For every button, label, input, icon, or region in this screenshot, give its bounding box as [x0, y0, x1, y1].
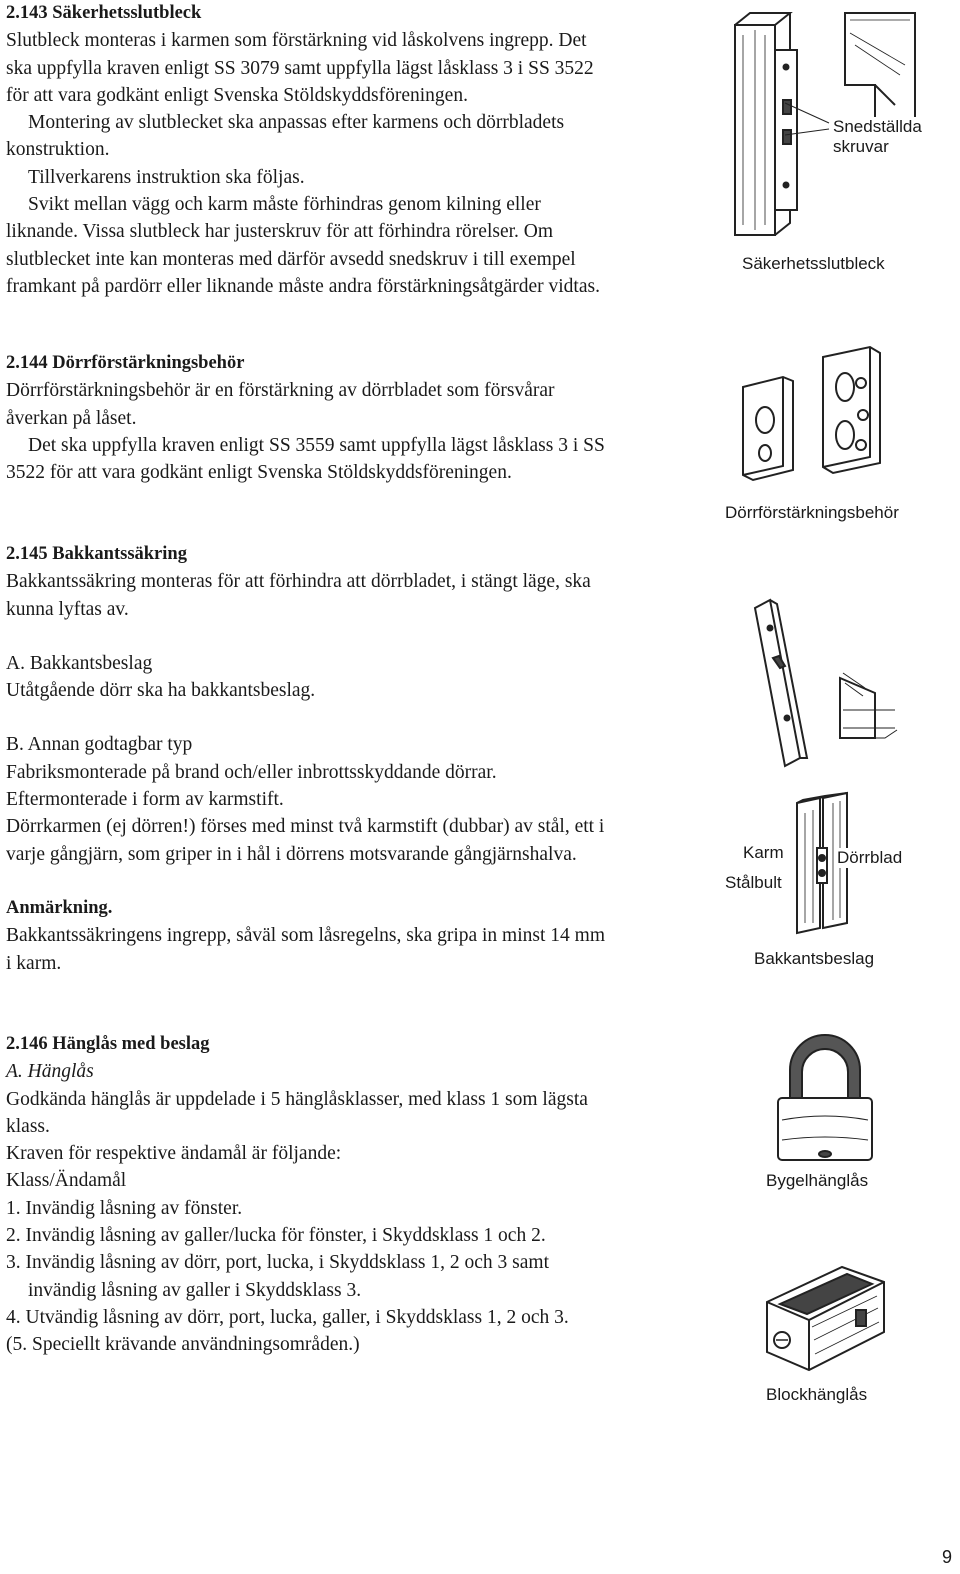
hinge-bolt-figure [725, 598, 905, 938]
paragraph: Eftermonterade i form av karmstift. [6, 789, 284, 811]
paragraph: Svikt mellan vägg och karm måste förhindras genom kilning eller liknande. Vissa slutbleck har justerskruv för att förhindra rörelser. Om slutblecket inte kan monteras med därför avsedd snedskruv i till exempel framkant på pardörr eller liknande måste andra förstärkningsåtgärder vidtas. [6, 194, 600, 297]
strike-plate-figure [725, 5, 935, 240]
door-reinforcement-drawing [735, 345, 910, 490]
paragraph: Dörrkarmen (ej dörren!) förses med minst två karmstift (dubbar) av stål, ett i varje gångjärn, som griper in i hål i dörrens motsvarande gångjärnshalva. [6, 816, 605, 865]
section-heading: 2.146 Hänglås med beslag [6, 1034, 210, 1054]
subheading: A. Hänglås [6, 1061, 94, 1083]
paragraph: Fabriksmonterade på brand och/eller inbrottsskyddande dörrar. [6, 761, 497, 783]
subheading: B. Annan godtagbar typ [6, 734, 193, 756]
list-item: 4. Utvändig låsning av dörr, port, lucka, galler, i Skyddsklass 1, 2 och 3. [6, 1306, 569, 1328]
section-2-143 [6, 0, 606, 300]
list-item: 3. Invändig låsning av dörr, port, lucka, i Skyddsklass 1, 2 och 3 samt invändig låsning av galler i Skyddsklass 3. [6, 1252, 549, 1301]
caption-strike-plate: Säkerhetsslutbleck [742, 254, 885, 273]
page-number: 9 [941, 1547, 952, 1567]
block-padlock-drawing [752, 1262, 897, 1382]
paragraph: Dörrförstärkningsbehör är en förstärkning av dörrbladet som försvårar åverkan på låset. [6, 380, 555, 429]
label-steel-bolt: Stålbult [725, 873, 782, 892]
paragraph: Tillverkarens instruktion ska följas. [28, 166, 305, 188]
label-line: skruvar [833, 137, 889, 156]
subheading: A. Bakkantsbeslag [6, 652, 153, 674]
caption-door-reinforcement: Dörrförstärkningsbehör [725, 503, 899, 522]
caption-shackle-padlock: Bygelhänglås [766, 1171, 869, 1190]
label-angled-screws [833, 117, 922, 157]
caption-hinge-bolt: Bakkantsbeslag [754, 949, 875, 968]
caption-block-padlock: Blockhänglås [766, 1385, 868, 1404]
list-item: 2. Invändig låsning av galler/lucka för fönster, i Skyddsklass 1 och 2. [6, 1225, 546, 1247]
paragraph: Bakkantssäkringens ingrepp, såväl som låsregelns, ska gripa in minst 14 mm i karm. [6, 925, 605, 974]
label-door-leaf: Dörrblad [837, 848, 903, 867]
shackle-padlock-drawing [770, 1030, 880, 1165]
paragraph: Det ska uppfylla kraven enligt SS 3559 samt uppfylla lägst låsklass 3 i SS 3522 för att vara godkänt enligt Svenska Stöldskyddsföreningen. [6, 434, 605, 484]
label-frame: Karm [743, 843, 784, 862]
paragraph: Kraven för respektive ändamål är följande: [6, 1143, 342, 1165]
section-heading: 2.144 Dörrförstärkningsbehör [6, 353, 245, 373]
paragraph: Montering av slutblecket ska anpassas efter karmens och dörrbladets konstruktion. [6, 112, 565, 161]
door-reinforcement-figure [735, 345, 910, 490]
section-2-144 [6, 350, 606, 486]
section-2-145 [6, 541, 606, 977]
label-line: Snedställda [833, 117, 922, 136]
paragraph: Klass/Ändamål [6, 1170, 127, 1192]
paragraph: Utåtgående dörr ska ha bakkantsbeslag. [6, 680, 316, 702]
paragraph: Slutbleck monteras i karmen som förstärkning vid låskolvens ingrepp. Det ska uppfylla kraven enligt SS 3079 samt uppfylla lägst låsklass 3 i SS 3522 för att vara godkänt enligt Svenska Stöldskyddsföreningen. [6, 30, 594, 106]
shackle-padlock-figure [770, 1030, 880, 1165]
section-2-146 [6, 1031, 606, 1359]
section-heading: 2.145 Bakkantssäkring [6, 544, 187, 564]
section-heading: 2.143 Säkerhetsslutbleck [6, 3, 202, 23]
list-item: (5. Speciellt krävande användningsområden.) [6, 1334, 360, 1356]
paragraph: Godkända hänglås är uppdelade i 5 hänglåsklasser, med klass 1 som lägsta klass. [6, 1088, 588, 1137]
paragraph: Bakkantssäkring monteras för att förhindra att dörrbladet, i stängt läge, ska kunna lyftas av. [6, 571, 591, 620]
note-heading: Anmärkning. [6, 897, 113, 918]
list-item: 1. Invändig låsning av fönster. [6, 1197, 243, 1219]
block-padlock-figure [752, 1262, 897, 1382]
